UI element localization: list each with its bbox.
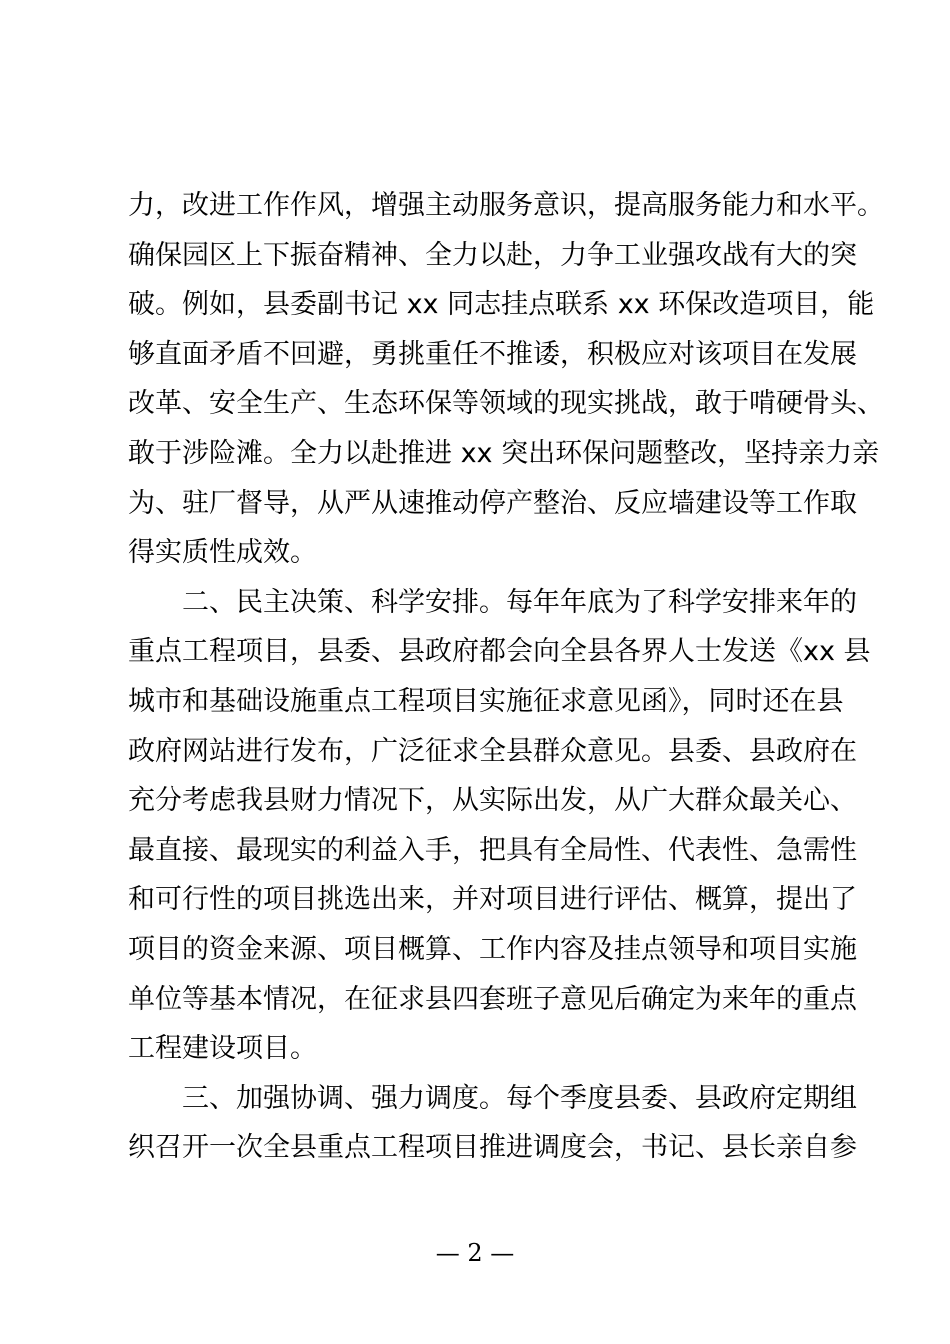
text-line: 敢于涉险滩。全力以赴推进 xx 突出环保问题整改，坚持亲力亲 <box>128 437 880 469</box>
text-line: 政府网站进行发布，广泛征求全县群众意见。县委、县政府在 <box>128 735 857 767</box>
text-line: 重点工程项目，县委、县政府都会向全县各界人士发送《xx 县 <box>128 636 871 668</box>
text-line: 充分考虑我县财力情况下，从实际出发，从广大群众最关心、 <box>128 785 857 817</box>
text-line: 为、驻厂督导，从严从速推动停产整治、反应墙建设等工作取 <box>128 487 857 519</box>
text-line: 工程建设项目。 <box>128 1033 317 1065</box>
text-line: 二、民主决策、科学安排。每年年底为了科学安排来年的 <box>182 586 857 618</box>
text-line: 破。例如，县委副书记 xx 同志挂点联系 xx 环保改造项目，能 <box>128 289 875 321</box>
text-line: 改革、安全生产、生态环保等领域的现实挑战，敢于啃硬骨头、 <box>128 388 884 420</box>
text-line: 织召开一次全县重点工程项目推进调度会，书记、县长亲自参 <box>128 1132 857 1164</box>
text-line: 够直面矛盾不回避，勇挑重任不推诿，积极应对该项目在发展 <box>128 338 857 370</box>
text-line: 最直接、最现实的利益入手，把具有全局性、代表性、急需性 <box>128 834 857 866</box>
text-line: 单位等基本情况，在征求县四套班子意见后确定为来年的重点 <box>128 983 857 1015</box>
text-line: 得实质性成效。 <box>128 537 317 569</box>
text-line: 城市和基础设施重点工程项目实施征求意见函》，同时还在县 <box>128 685 844 717</box>
text-line: 力，改进工作作风，增强主动服务意识，提高服务能力和水平。 <box>128 190 884 221</box>
body-text <box>128 181 884 1173</box>
text-line: 确保园区上下振奋精神、全力以赴，力争工业强攻战有大的突 <box>128 239 857 271</box>
text-line: 项目的资金来源、项目概算、工作内容及挂点领导和项目实施 <box>128 933 857 965</box>
text-line: 和可行性的项目挑选出来，并对项目进行评估、概算，提出了 <box>128 884 857 916</box>
page-number: — 2 — <box>435 1239 515 1267</box>
text-line: 三、加强协调、强力调度。每个季度县委、县政府定期组 <box>182 1082 857 1114</box>
